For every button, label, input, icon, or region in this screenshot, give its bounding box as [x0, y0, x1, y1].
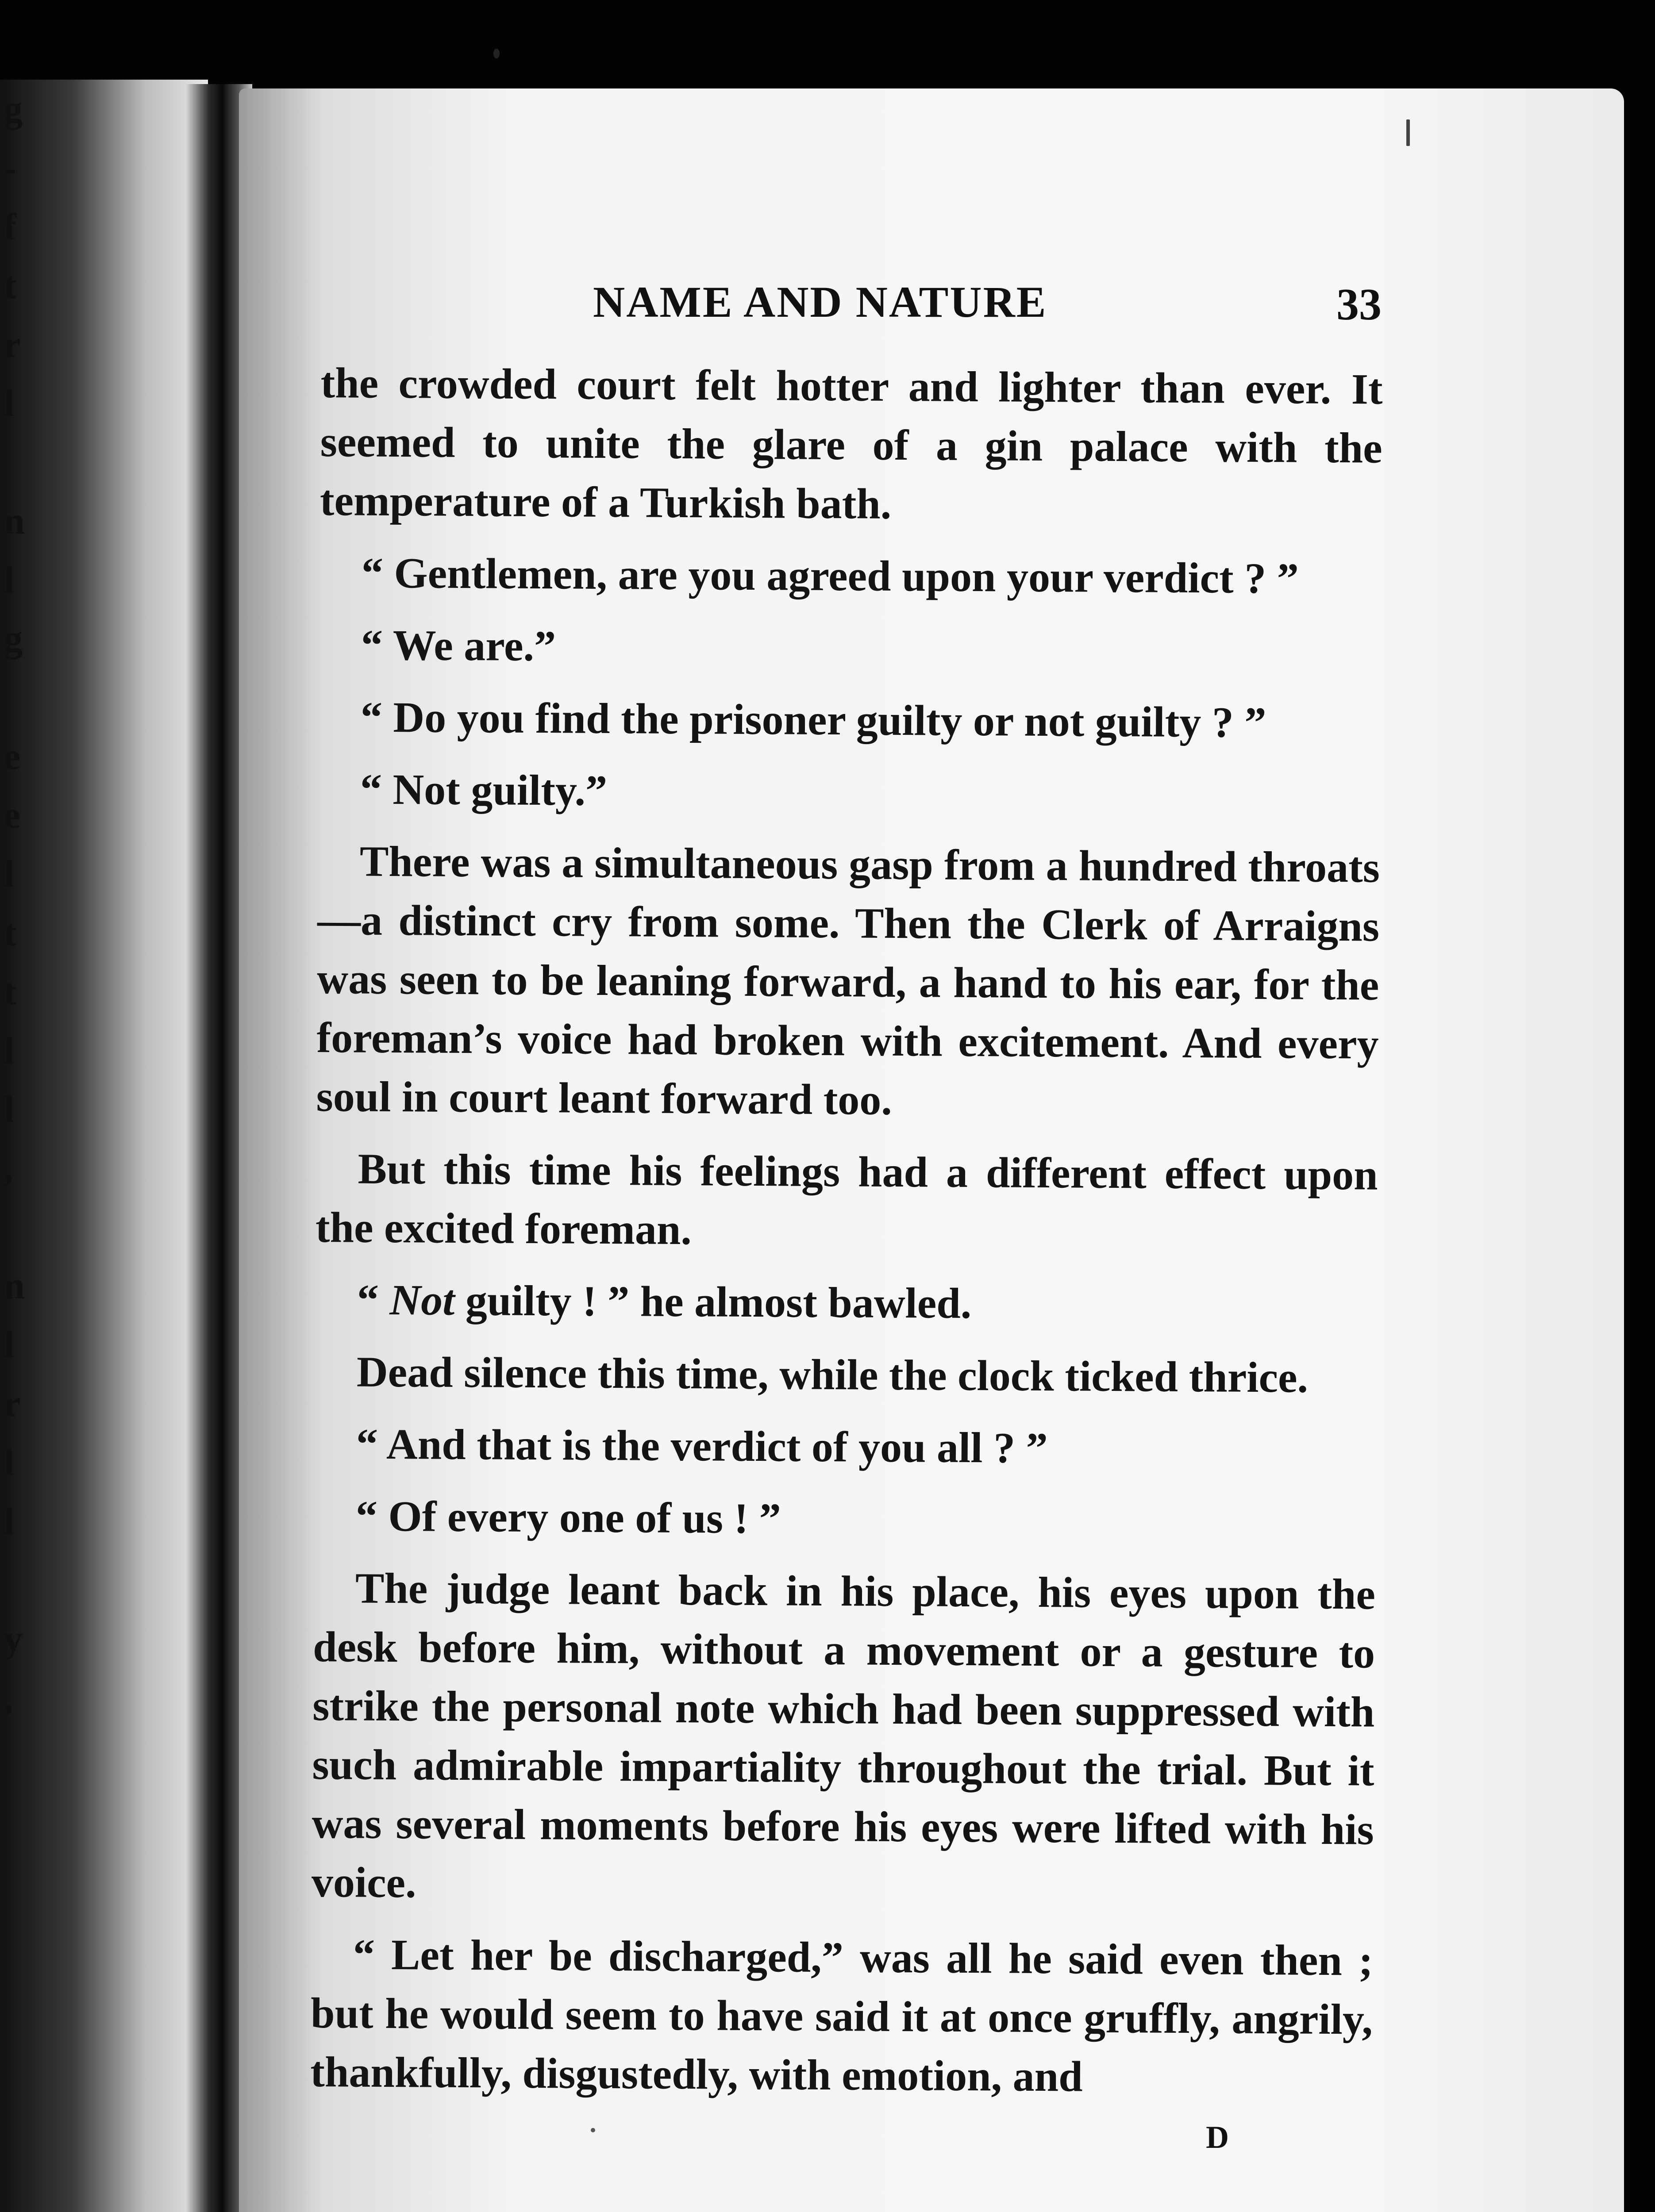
- italic-word: Not: [389, 1276, 455, 1325]
- paragraph: “ Let her be discharged,” was all he said even then ; but he would seem to have said it at once gruffly, angrily, thankfully, disgustedly, with emotion, and: [310, 1931, 1374, 2101]
- facing-page-fragment: ,: [4, 1676, 13, 1719]
- facing-page-fragment: l: [4, 1088, 14, 1130]
- facing-page-fragment: t: [4, 970, 16, 1013]
- signature-mark: D: [1206, 2120, 1229, 2155]
- facing-page-fragment: l: [4, 1323, 14, 1366]
- paragraph: “ Of every one of us ! ”: [355, 1492, 781, 1543]
- paragraph: But this time his feelings had a different effect upon the excited foreman.: [315, 1145, 1378, 1254]
- facing-page-text: [0, 80, 27, 2212]
- paragraph-text: guilty ! ” he almost bawled.: [454, 1276, 972, 1328]
- paragraph: [315, 1271, 1378, 1336]
- facing-page-fragment: [0, 1551, 27, 1609]
- facing-page-fragment: [0, 668, 27, 727]
- facing-page-fragment: l: [4, 382, 14, 424]
- page-number: 33: [1336, 280, 1382, 330]
- paragraph: “ And that is the verdict of you all ? ”: [356, 1420, 1048, 1473]
- facing-page-fragment: e: [4, 735, 21, 777]
- dust-speck: [591, 2128, 595, 2132]
- facing-page-fragment: g: [4, 88, 23, 130]
- facing-page-fragment: e: [4, 794, 21, 836]
- paragraph: “ Do you find the prisoner guilty or not guilty ? ”: [360, 693, 1266, 747]
- running-head: NAME AND NATURE: [593, 277, 1047, 326]
- paragraph: “ We are.”: [361, 621, 556, 671]
- facing-page-fragment: ,: [4, 1147, 13, 1189]
- paragraph: Dead silence this time, while the clock ticked thrice.: [356, 1348, 1309, 1402]
- facing-page-fragment: [0, 433, 27, 492]
- paragraph: the crowded court felt hotter and lighter than ever. It seemed to unite the glare of a gin palace with the temperature of a Turkish bath.: [319, 359, 1383, 528]
- facing-page-fragment: l: [4, 853, 14, 895]
- facing-page-fragment: g: [4, 617, 23, 660]
- facing-page-fragment: -: [4, 146, 16, 189]
- paragraph: “ Gentlemen, are you agreed upon your verdict ? ”: [361, 549, 1299, 603]
- paragraph: The judge leant back in his place, his eyes upon the desk before him, without a movement or a gesture to strike the personal note which had been suppressed with such admirable impartiality throughout the trial. But it was several moments before his eyes were lifted with his voice.: [311, 1564, 1376, 1907]
- facing-page-fragment: r: [4, 323, 21, 365]
- facing-page-fragment: l: [4, 1441, 14, 1483]
- paragraph: “ Not guilty.”: [360, 765, 608, 815]
- dust-speck: [493, 49, 500, 58]
- facing-page-fragment: l: [4, 1029, 14, 1071]
- facing-page-fragment: r: [4, 1382, 21, 1425]
- dust-speck: [1406, 119, 1410, 146]
- facing-page-fragment: y: [4, 1617, 23, 1660]
- facing-page-fragment: t: [4, 911, 16, 954]
- facing-page-fragment: n: [4, 499, 25, 542]
- facing-page-fragment: f: [4, 205, 16, 248]
- paragraph: There was a simultaneous gasp from a hundred throats—a distinct cry from some. Then the Clerk of Arraigns was seen to be leaning forward, a hand to his ear, for the foreman’s voice had broken with excitement. And every soul in court leant forward too.: [316, 837, 1380, 1124]
- facing-page-fragment: [0, 1198, 27, 1256]
- facing-page-fragment: n: [4, 1264, 25, 1307]
- facing-page: [0, 80, 208, 2212]
- facing-page-fragment: l: [4, 1500, 14, 1542]
- body-text: [310, 354, 1383, 2122]
- paragraph-prefix: “: [357, 1276, 390, 1324]
- facing-page-fragment: l: [4, 558, 14, 601]
- facing-page-fragment: t: [4, 264, 16, 307]
